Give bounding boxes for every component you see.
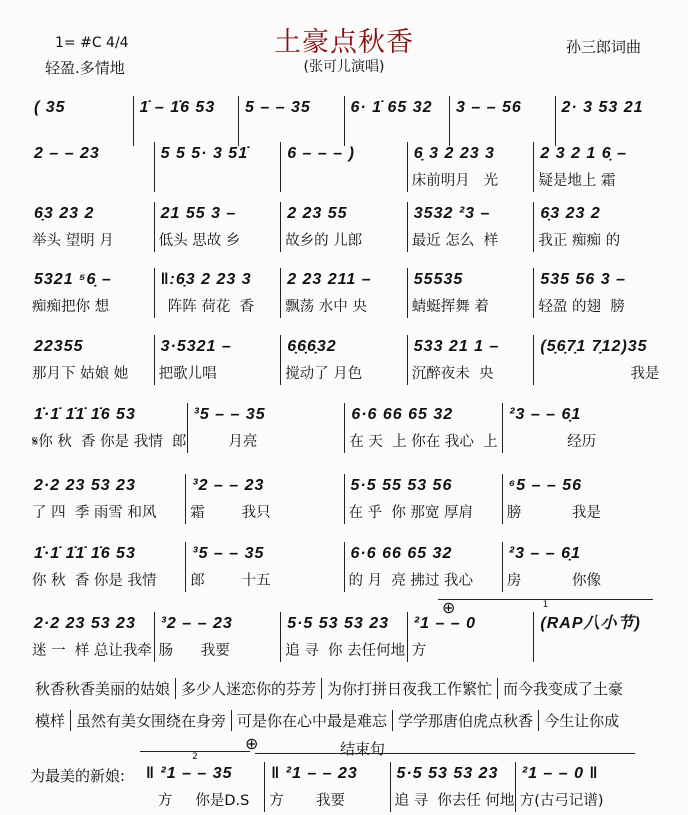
- measure-lyrics: 轻盈 的翅 膀: [538, 299, 625, 315]
- measure-notes: 2 – – 23: [34, 145, 100, 162]
- measure: [154, 268, 281, 318]
- measure-notes: 5 – – 35: [245, 99, 311, 116]
- measure: [28, 474, 185, 524]
- key-signature: 1= #C 4/4: [55, 35, 129, 51]
- rap-lyric: 模样: [30, 710, 71, 731]
- measure-lyrics: [281, 170, 407, 192]
- measure: [28, 542, 185, 592]
- measure-notes: 6̣ 3 2 23 3: [413, 145, 495, 162]
- measure-notes: 1̇·1̇ 1̇1̇ 1̇6 53: [34, 545, 136, 562]
- measure: [28, 335, 154, 385]
- measure: [154, 335, 281, 385]
- coda-sign-icon: ⊕: [245, 734, 259, 753]
- measure: [28, 142, 154, 192]
- measure-notes: ⁶5 – – 56: [508, 477, 583, 494]
- measure: [555, 96, 661, 146]
- measure-notes: 5·5 53 53 23: [396, 765, 499, 782]
- rap-lyric: 虽然有美女围绕在身旁: [71, 710, 232, 731]
- measure: [533, 202, 660, 252]
- measure-lyrics: 了 四 季 雨雪 和风: [32, 505, 157, 521]
- measure-notes: 6·6 66 65 32: [351, 406, 454, 423]
- measure-notes: ‖ ²1 – – 23: [271, 765, 358, 782]
- measure-lyrics: 举头 望明 月: [32, 233, 114, 249]
- measure-lyrics: 床前明月 光: [411, 173, 499, 189]
- measure-notes: ³2 – – 23: [192, 477, 265, 494]
- measure-notes: 3532 ²3 –: [413, 205, 491, 222]
- measure-notes: (RAP八小节): [540, 615, 641, 632]
- measure: [28, 403, 187, 453]
- measure-lyrics: 我正 痴痴 的: [538, 233, 621, 249]
- coda-sign-icon: ⊕: [442, 598, 456, 617]
- measure-lyrics: 霜 我只: [190, 505, 271, 521]
- measure: [407, 335, 534, 385]
- measure: [154, 202, 281, 252]
- measure: [264, 762, 389, 812]
- measure: [390, 762, 515, 812]
- measure-notes: 6·6 66 65 32: [350, 545, 453, 562]
- measure-notes: 55535: [413, 271, 464, 288]
- measure-notes: ³5 – – 35: [193, 406, 266, 423]
- measure: [185, 542, 343, 592]
- measure: [449, 96, 555, 146]
- measure-lyrics: 追 寻 你去任 何地: [394, 793, 515, 809]
- measure-notes: 3 – – 56: [456, 99, 522, 116]
- measure: [344, 542, 502, 592]
- score-row: [28, 403, 660, 453]
- measure-notes: 5 5 5· 3 51̇: [160, 145, 249, 162]
- measure-notes: 3·5321 –: [160, 338, 232, 355]
- rap-lyric: 多少人迷恋你的芬芳: [176, 678, 322, 699]
- volta-2: 2: [140, 751, 250, 762]
- measure-notes: 6· 1̇ 65 32: [350, 99, 433, 116]
- measure-notes: 5·5 53 53 23: [287, 615, 390, 632]
- measure: [533, 142, 660, 192]
- measure: [280, 202, 407, 252]
- measure-notes: 6̣6̣6̣32: [287, 338, 337, 355]
- rap-lyric: 为你打拼日夜我工作繁忙: [322, 678, 498, 699]
- measure: [502, 403, 660, 453]
- ending-label: 结束句: [340, 740, 386, 758]
- measure-lyrics: 你 秋 香 你是 我情: [32, 573, 157, 589]
- measure-notes: 6̣3 23 2: [540, 205, 601, 222]
- measure-lyrics: 沉醉夜未 央: [411, 366, 494, 382]
- measure: [238, 96, 344, 146]
- measure-lyrics: 膀 我是: [506, 505, 601, 521]
- measure-lyrics: 迷 一 样 总让我牵: [32, 643, 152, 659]
- measure-notes: 1̇ – 1̇6 53: [139, 99, 216, 116]
- score-row: [28, 474, 660, 524]
- measure-lyrics: 𝄋你 秋 香 你是 我情 郎: [32, 434, 187, 450]
- measure: [280, 142, 407, 192]
- measure-notes: ‖ ²1 – – 35: [146, 765, 233, 782]
- measure-notes: 2·2 23 53 23: [34, 615, 136, 632]
- measure-lyrics: 低头 思故 乡: [158, 233, 241, 249]
- measure-notes: 6 – – – ): [287, 145, 355, 162]
- singer: (张可儿演唱): [303, 59, 385, 75]
- measure: [344, 96, 450, 146]
- measure-notes: 21 55 3 –: [160, 205, 237, 222]
- measure-lyrics: 方 你是D.S: [144, 793, 250, 809]
- measure-lyrics: 的 月 亮 拂过 我心: [348, 573, 474, 589]
- measure-lyrics: 经历: [507, 434, 597, 450]
- measure-notes: ²3 – – 6̣1: [509, 406, 582, 423]
- rap-lyric: 今生让你成: [544, 712, 620, 730]
- measure: [133, 96, 239, 146]
- measure-lyrics: [155, 170, 281, 192]
- final-row: [140, 762, 640, 812]
- measure: [28, 202, 154, 252]
- measure: [28, 96, 133, 146]
- measure-notes: 2· 3 53 21: [561, 99, 644, 116]
- measure: [407, 268, 534, 318]
- measure-notes: (5̣6̣7̣1 7̣12)35: [540, 338, 648, 355]
- measure-lyrics: 在 乎 你 那宽 厚肩: [348, 505, 474, 521]
- measure: [533, 612, 660, 662]
- measure: [187, 403, 345, 453]
- measure-lyrics: [534, 640, 660, 662]
- measure-notes: ³5 – – 35: [192, 545, 265, 562]
- measure-notes: 5321 ⁵6̣ –: [34, 271, 112, 288]
- measure: [280, 612, 407, 662]
- measure-notes: ²1 – – 0 ‖: [521, 765, 599, 782]
- measure-lyrics: 肠 我要: [158, 643, 230, 659]
- measure: [344, 474, 502, 524]
- measure: [407, 202, 534, 252]
- measure-notes: 22355: [34, 338, 84, 355]
- measure-lyrics: 郎 十五: [190, 573, 271, 589]
- score-row: [28, 142, 660, 192]
- score-row: [28, 96, 660, 146]
- measure-notes: ²1 – – 0: [413, 615, 477, 632]
- measure: [154, 612, 281, 662]
- tempo-marking: 轻盈.多情地: [45, 59, 125, 77]
- measure-lyrics: 在 天 上 你在 我心 上: [349, 434, 498, 450]
- measure-lyrics: 房 你像: [506, 573, 601, 589]
- measure: [185, 474, 343, 524]
- measure-notes: ²3 – – 6̣1: [508, 545, 581, 562]
- measure: [515, 762, 640, 812]
- measure: [344, 403, 502, 453]
- measure-notes: ³2 – – 23: [160, 615, 233, 632]
- measure-notes: 533 21 1 –: [413, 338, 500, 355]
- measure: [280, 268, 407, 318]
- song-title: 土豪点秋香: [274, 27, 414, 58]
- measure-notes: 6̣3 23 2: [34, 205, 95, 222]
- measure-notes: 2 23 211 –: [287, 271, 372, 288]
- measure-lyrics: 搅动了 月色: [285, 366, 363, 382]
- measure-notes: 2 23 55: [287, 205, 348, 222]
- measure-lyrics: 把歌儿唱: [158, 366, 217, 382]
- measure: [28, 612, 154, 662]
- measure-lyrics: 方(古弓记谱): [519, 793, 604, 809]
- rap-lyric: 秋香秋香美丽的姑娘: [30, 678, 176, 699]
- volta-1: 1: [438, 599, 653, 610]
- rap-lyric: 可是你在心中最是难忘: [232, 710, 393, 731]
- measure-notes: 5·5 55 53 56: [350, 477, 453, 494]
- measure-lyrics: 蜻蜓挥舞 着: [411, 299, 489, 315]
- measure: [28, 268, 154, 318]
- measure-notes: 535 56 3 –: [540, 271, 626, 288]
- final-prefix-lyric: 为最美的新娘:: [30, 767, 126, 785]
- rap-lyric: 而今我变成了土豪: [503, 680, 624, 698]
- score-row: [28, 335, 660, 385]
- measure: [280, 335, 407, 385]
- measure-notes: ( 35: [34, 99, 66, 116]
- measure-lyrics: 方: [411, 643, 427, 659]
- measure-lyrics: 阵阵 荷花 香: [158, 299, 255, 315]
- measure-lyrics: 那月下 姑娘 她: [32, 366, 129, 382]
- author: 孙三郎词曲: [566, 38, 642, 56]
- score-row: [28, 202, 660, 252]
- rap-lyric: 学学那唐伯虎点秋香: [393, 710, 539, 731]
- measure: [407, 142, 534, 192]
- measure-lyrics: 月亮: [191, 434, 258, 450]
- score-row: [28, 542, 660, 592]
- measure: [533, 335, 660, 385]
- measure-lyrics: 疑是地上 霜: [538, 173, 616, 189]
- measure: [502, 474, 660, 524]
- measure-lyrics: 追 寻 你 去任何地: [285, 643, 406, 659]
- measure-notes: 1̇·1̇ 1̇1̇ 1̇6 53: [34, 406, 136, 423]
- score-row: [28, 612, 660, 662]
- measure: [502, 542, 660, 592]
- measure: [407, 612, 534, 662]
- measure-notes: 2·2 23 53 23: [34, 477, 136, 494]
- measure-lyrics: 飘荡 水中 央: [285, 299, 367, 315]
- measure-lyrics: 故乡的 儿郎: [285, 233, 363, 249]
- measure-lyrics: 痴痴把你 想: [32, 299, 110, 315]
- rap-line-2: [30, 710, 624, 731]
- score-row: [28, 268, 660, 318]
- measure-lyrics: 方 我要: [269, 793, 346, 809]
- rap-line-1: [30, 678, 628, 699]
- measure-notes: ‖:6̣3 2 23 3: [160, 271, 252, 288]
- measure-lyrics: 最近 怎么 样: [411, 233, 499, 249]
- measure: [533, 268, 660, 318]
- measure-lyrics: 我是: [538, 366, 660, 382]
- measure: [154, 142, 281, 192]
- measure: [140, 762, 264, 812]
- measure-notes: 2 3 2 1 6̣ –: [540, 145, 627, 162]
- measure-lyrics: [28, 170, 154, 192]
